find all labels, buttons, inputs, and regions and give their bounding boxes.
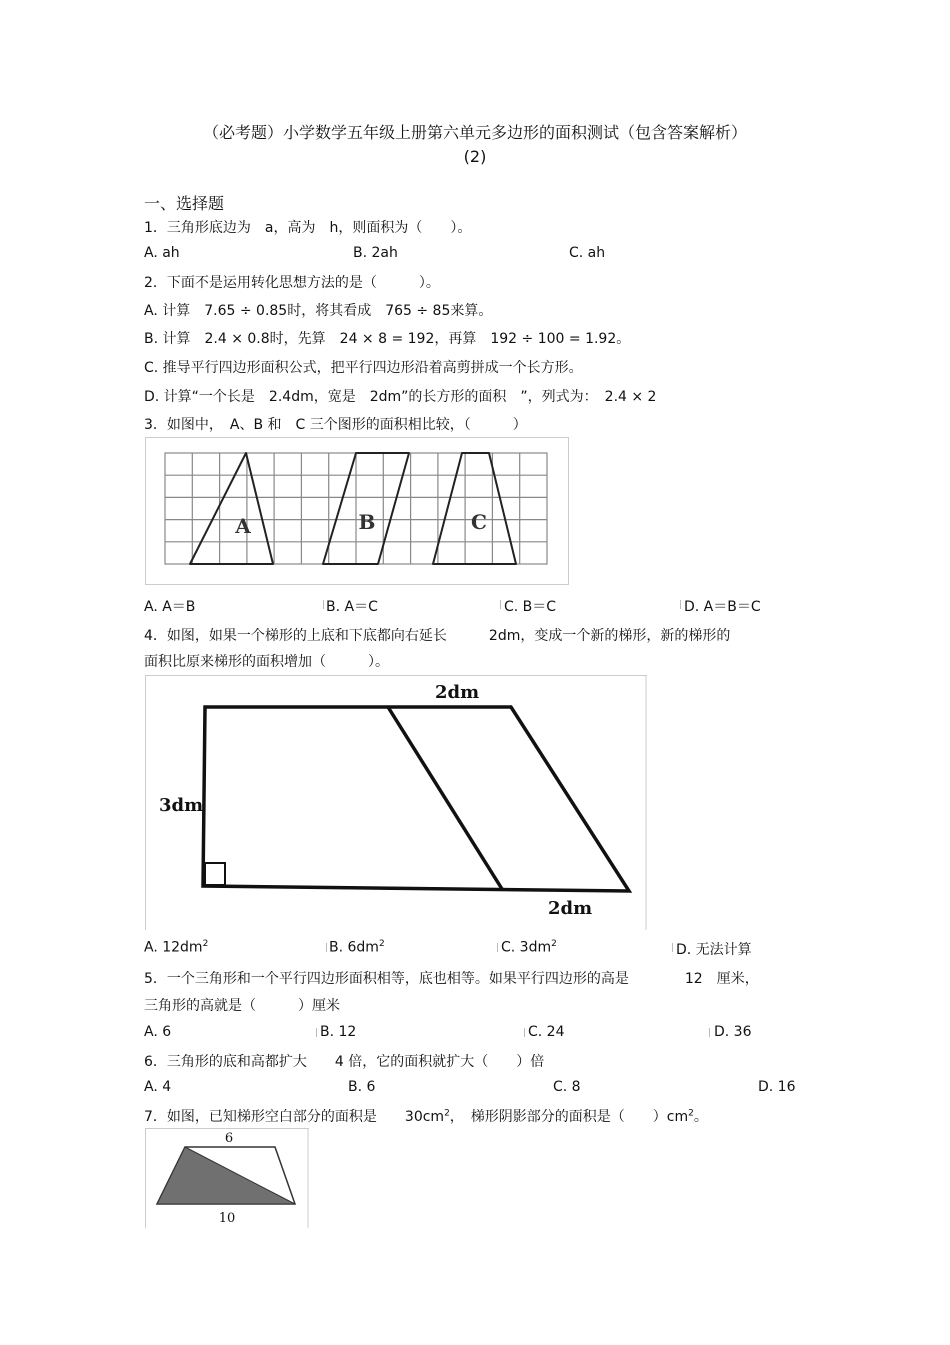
question-2-stem: 2．下面不是运用转化思想方法的是（ ）。 <box>144 275 440 291</box>
q7-label-top: 6 <box>224 1131 234 1146</box>
q4-label-bottom: 2dm <box>548 898 593 919</box>
q5-option-d: D. 36 <box>714 1024 752 1040</box>
q6-option-d: D. 16 <box>758 1079 796 1095</box>
q2-option-c: C. 推导平行四边形面积公式，把平行四边形沿着高剪拼成一个长方形。 <box>144 360 583 376</box>
question-5-stem-line2: 三角形的高就是（ ）厘米 <box>144 998 340 1014</box>
q4-label-top: 2dm <box>435 682 480 703</box>
q2-option-d: D. 计算“一个长是 2.4dm，宽是 2dm”的长方形的面积 ”，列式为： 2.4 × 2 <box>144 389 657 405</box>
q6-option-c: C. 8 <box>553 1079 581 1095</box>
q4-option-d: D. 无法计算 <box>676 942 752 958</box>
question-7-stem: 7．如图，已知梯形空白部分的面积是 $30cm^2$， 梯形阴影部分的面积是（ ）$cm^2$。 <box>144 1108 708 1125</box>
q4-option-c: C. $3dm^2$ <box>501 939 557 956</box>
q1-option-c: C. ah <box>569 245 606 261</box>
q1-option-b: B. 2ah <box>353 245 398 261</box>
question-1-stem: 1．三角形底边为 a，高为 h，则面积为（ ）。 <box>144 220 472 236</box>
q2-option-a: A. 计算 7.65 ÷ 0.85时，将其看成 765 ÷ 85来算。 <box>144 303 493 319</box>
question-4-stem-line2: 面积比原来梯形的面积增加（ ）。 <box>144 654 389 670</box>
q6-option-a: A. 4 <box>144 1079 172 1095</box>
question-4-stem-line1: 4．如图，如果一个梯形的上底和下底都向右延长 2dm，变成一个新的梯形，新的梯形的 <box>144 628 731 644</box>
question-6-stem: 6．三角形的底和高都扩大 4 倍，它的面积就扩大（ ）倍 <box>144 1054 545 1070</box>
page-title: （必考题）小学数学五年级上册第六单元多边形的面积测试（包含答案解析） <box>202 123 747 142</box>
q4-label-left: 3dm <box>159 795 204 816</box>
q3-option-d: D. A＝B＝C <box>684 599 761 615</box>
page-title-line2: (2) <box>463 147 487 166</box>
q5-option-a: A. 6 <box>144 1024 172 1040</box>
q3-option-c: C. B＝C <box>504 599 557 615</box>
figure-label-c: C <box>471 510 487 534</box>
question-5-stem-line1: 5．一个三角形和一个平行四边形面积相等，底也相等。如果平行四边形的高是 12 厘米， <box>144 971 759 987</box>
q3-option-a: A. A＝B <box>144 599 196 615</box>
q4-option-b: B. $6dm^2$ <box>329 939 385 956</box>
figure-label-b: B <box>358 510 376 534</box>
q7-trapezoid-figure <box>145 1128 309 1228</box>
q6-option-b: B. 6 <box>348 1079 376 1095</box>
q3-option-b: B. A＝C <box>326 599 378 615</box>
figure-label-a: A <box>235 514 251 538</box>
section-heading: 一、选择题 <box>144 194 225 213</box>
q5-option-c: C. 24 <box>528 1024 565 1040</box>
q5-option-b: B. 12 <box>320 1024 357 1040</box>
q4-option-a: A. $12dm^2$ <box>144 939 209 956</box>
q1-option-a: A. ah <box>144 245 180 261</box>
q4-trapezoid-figure <box>145 675 647 930</box>
question-3-stem: 3．如图中， A、B 和 C 三个图形的面积相比较，（ ） <box>144 417 527 433</box>
q7-label-bottom: 10 <box>218 1211 236 1226</box>
q2-option-b: B. 计算 2.4 × 0.8时，先算 24 × 8 = 192，再算 192 ÷ 100 = 1.92。 <box>144 331 631 347</box>
q3-grid-figure <box>145 437 569 585</box>
